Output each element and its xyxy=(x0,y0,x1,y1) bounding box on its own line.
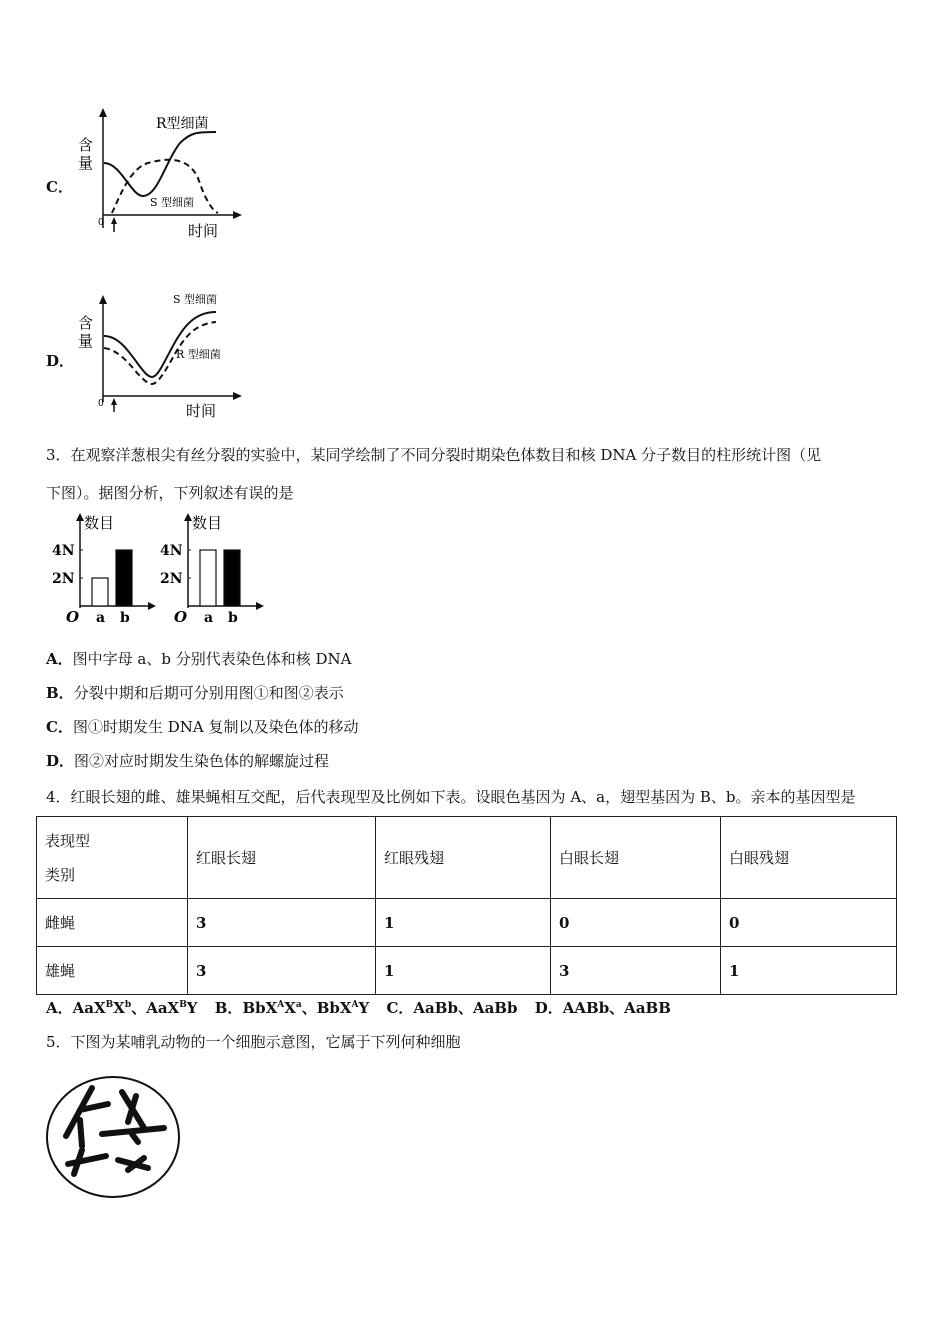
table-cell: 1 xyxy=(376,899,551,947)
bar-a xyxy=(200,550,216,606)
q3-option-b-letter: B． xyxy=(46,684,74,702)
row-label: 雄蝇 xyxy=(37,947,188,995)
q3-option-d-text: 图②对应时期发生染色体的解螺旋过程 xyxy=(74,752,330,770)
x-tick-label: b xyxy=(228,610,238,626)
q3-stem-line2: 下图）。据图分析，下列叙述有误的是 xyxy=(46,484,294,502)
q3-option-b-text: 分裂中期和后期可分别用图①和图②表示 xyxy=(73,684,344,702)
allele-sup: B xyxy=(105,1000,114,1010)
table-header: 白眼长翅 xyxy=(551,817,721,899)
option-letter: D． xyxy=(534,999,563,1017)
y-tick-label: 4N xyxy=(52,543,75,559)
y-tick-label: 2N xyxy=(160,571,183,587)
table-header: 红眼残翅 xyxy=(376,817,551,899)
x-axis-arrow xyxy=(233,392,242,400)
q5-stem: 5．下图为某哺乳动物的一个细胞示意图，它属于下列何种细胞 xyxy=(46,1033,461,1051)
bar-b xyxy=(116,550,132,606)
q4-option-b[interactable] xyxy=(215,999,369,1017)
option-c-letter: C． xyxy=(46,178,73,196)
y-axis-arrow xyxy=(76,513,84,521)
q3-option-c[interactable] xyxy=(46,716,358,737)
q4-stem: 4．红眼长翅的雌、雄果蝇相互交配，后代表现型及比例如下表。设眼色基因为 A、a，翅型基因为 B、b。亲本的基因型是 xyxy=(46,788,856,806)
option-letter: B． xyxy=(214,999,243,1017)
y-axis-label: 数目 xyxy=(192,514,223,532)
table-cell: 3 xyxy=(551,947,721,995)
y-axis-label-1: 含 xyxy=(78,136,94,154)
r-curve-label: R型细菌 xyxy=(156,116,209,132)
option-letter: A． xyxy=(46,999,73,1017)
table-header-row xyxy=(37,817,897,899)
x-tick-label: b xyxy=(120,610,130,626)
y-axis-arrow xyxy=(99,295,107,304)
x-axis-label: 时间 xyxy=(186,402,217,420)
origin-label: O xyxy=(174,608,188,626)
table-corner-cell xyxy=(37,817,188,899)
q4-option-c[interactable] xyxy=(386,999,517,1017)
q3-option-b[interactable] xyxy=(46,682,344,703)
origin-label: O xyxy=(66,608,80,626)
x-axis-label: 时间 xyxy=(188,222,219,240)
s-curve-label: S 型细菌 xyxy=(173,293,218,306)
q3-option-a[interactable] xyxy=(46,648,351,669)
x-axis-arrow xyxy=(256,602,264,610)
y-axis-label-2: 量 xyxy=(78,332,94,350)
y-axis-arrow xyxy=(99,108,107,117)
q3-stem-line1: 3．在观察洋葱根尖有丝分裂的实验中，某同学绘制了不同分裂时期染色体数目和核 DNA 分子数目的柱形统计图（见 xyxy=(46,446,822,464)
table-header: 红眼长翅 xyxy=(188,817,376,899)
table-cell: 3 xyxy=(188,947,376,995)
genotype-text: BbX xyxy=(242,999,278,1017)
y-axis-label-1: 含 xyxy=(78,314,94,332)
chromosome xyxy=(80,1120,82,1146)
q3-option-d[interactable] xyxy=(46,750,329,771)
q4-option-d[interactable] xyxy=(535,999,671,1017)
r-bacteria-curve xyxy=(104,132,216,196)
corner-bottom-label: 类别 xyxy=(45,865,76,884)
origin-label: 0 xyxy=(98,399,104,409)
genotype-text: X xyxy=(284,999,296,1017)
table-cell: 0 xyxy=(551,899,721,947)
genotype-text: 、BbX xyxy=(301,999,352,1017)
q3-option-d-letter: D． xyxy=(46,752,75,770)
y-axis-label: 数目 xyxy=(84,514,115,532)
option-c-graph xyxy=(76,108,246,243)
genotype-text: Y xyxy=(186,999,198,1017)
genotype-text: Y xyxy=(358,999,370,1017)
chromosome xyxy=(74,1150,82,1174)
table-row xyxy=(37,947,897,995)
allele-sup: b xyxy=(124,1000,132,1010)
x-tick-label: a xyxy=(96,610,106,626)
genotype-text: AABb、AaBB xyxy=(562,999,671,1017)
genotype-text: X xyxy=(113,999,125,1017)
q5-cell-diagram xyxy=(44,1074,184,1200)
chromosome xyxy=(68,1156,106,1164)
x-tick-label: a xyxy=(204,610,214,626)
origin-label: 0 xyxy=(98,218,104,228)
bar-a xyxy=(92,578,108,606)
genotype-text: AaBb、AaBb xyxy=(413,999,518,1017)
q4-option-a[interactable] xyxy=(46,999,198,1017)
table-cell: 1 xyxy=(721,947,897,995)
s-bacteria-curve xyxy=(104,312,216,377)
option-d-letter: D． xyxy=(46,352,75,370)
table-cell: 3 xyxy=(188,899,376,947)
q3-chart-2 xyxy=(158,510,268,628)
q3-option-a-letter: A． xyxy=(46,650,73,668)
table-cell: 0 xyxy=(721,899,897,947)
allele-sup: a xyxy=(295,1000,302,1010)
table-cell: 1 xyxy=(376,947,551,995)
corner-top-label: 表现型 xyxy=(45,831,91,850)
genotype-text: AaX xyxy=(72,999,106,1017)
x-axis-arrow xyxy=(233,211,242,219)
q3-chart-1 xyxy=(50,510,160,628)
y-axis-arrow xyxy=(184,513,192,521)
allele-sup: B xyxy=(179,1000,187,1010)
r-curve-label: R 型细菌 xyxy=(176,348,221,361)
x-axis-arrow xyxy=(148,602,156,610)
y-tick-label: 2N xyxy=(52,571,75,587)
allele-sup: A xyxy=(277,1000,285,1010)
option-d-graph xyxy=(76,292,246,422)
y-tick-label: 4N xyxy=(160,543,183,559)
row-label: 雌蝇 xyxy=(37,899,188,947)
q3-option-c-text: 图①时期发生 DNA 复制以及染色体的移动 xyxy=(72,718,359,736)
s-curve-label: S 型细菌 xyxy=(150,196,195,209)
q4-trait-table xyxy=(36,816,897,995)
chromosome xyxy=(132,1134,138,1142)
q4-answer-options xyxy=(46,997,671,1018)
q3-option-c-letter: C． xyxy=(46,718,73,736)
bar-b xyxy=(224,550,240,606)
y-axis-label-2: 量 xyxy=(78,154,94,172)
genotype-text: 、AaX xyxy=(131,999,180,1017)
table-row xyxy=(37,899,897,947)
allele-sup: A xyxy=(351,1000,359,1010)
q3-option-a-text: 图中字母 a、b 分别代表染色体和核 DNA xyxy=(72,650,352,668)
table-header: 白眼残翅 xyxy=(721,817,897,899)
option-letter: C． xyxy=(386,999,414,1017)
